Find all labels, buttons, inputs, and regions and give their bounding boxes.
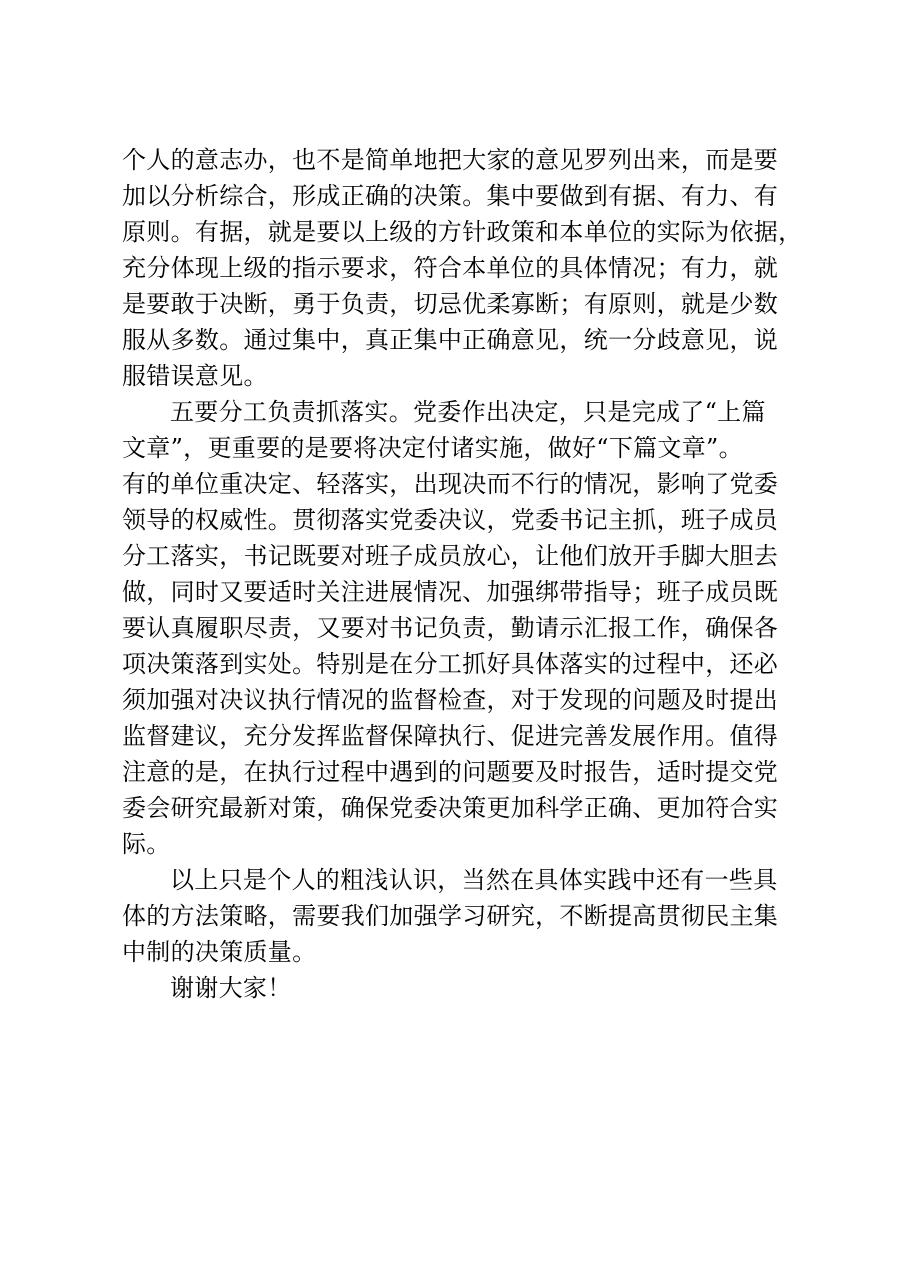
text-line: 做，同时又要适时关注进展情况、加强绑带指导；班子成员既 — [122, 578, 779, 606]
text-line: 际。 — [122, 830, 171, 858]
text-line: 监督建议，充分发挥监督保障执行、促进完善发展作用。值得 — [122, 722, 779, 750]
text-line: 个人的意志办，也不是简单地把大家的意见罗列出来，而是要 — [122, 146, 779, 174]
paragraph-first-line: 五要分工负责抓落实。党委作出决定，只是完成了“上篇 — [170, 398, 766, 426]
text-line: 注意的是，在执行过程中遇到的问题要及时报告，适时提交党 — [122, 758, 779, 786]
text-line: 服错误意见。 — [122, 362, 268, 390]
text-line: 中制的决策质量。 — [122, 938, 317, 966]
text-line: 体的方法策略，需要我们加强学习研究，不断提高贯彻民主集 — [122, 902, 779, 930]
text-line: 服从多数。通过集中，真正集中正确意见，统一分歧意见，说 — [122, 326, 779, 354]
closing-thanks: 谢谢大家！ — [170, 974, 292, 1002]
text-line: 项决策落到实处。特别是在分工抓好具体落实的过程中，还必 — [122, 650, 779, 678]
text-line: 有的单位重决定、轻落实，出现决而不行的情况，影响了党委 — [122, 470, 779, 498]
text-line: 是要敢于决断，勇于负责，切忌优柔寡断；有原则，就是少数 — [122, 290, 779, 318]
text-line: 原则。有据，就是要以上级的方针政策和本单位的实际为依据， — [122, 218, 803, 246]
text-line: 要认真履职尽责，又要对书记负责，勤请示汇报工作，确保各 — [122, 614, 779, 642]
text-line: 委会研究最新对策，确保党委决策更加科学正确、更加符合实 — [122, 794, 779, 822]
text-line: 须加强对决议执行情况的监督检查，对于发现的问题及时提出 — [122, 686, 779, 714]
text-line: 加以分析综合，形成正确的决策。集中要做到有据、有力、有 — [122, 182, 779, 210]
text-line: 文章”，更重要的是要将决定付诸实施，做好“下篇文章”。 — [122, 434, 743, 462]
paragraph-first-line: 以上只是个人的粗浅认识，当然在具体实践中还有一些具 — [170, 866, 778, 894]
body-text — [122, 142, 802, 1006]
text-line: 分工落实，书记既要对班子成员放心，让他们放开手脚大胆去 — [122, 542, 779, 570]
text-line: 充分体现上级的指示要求，符合本单位的具体情况；有力，就 — [122, 254, 779, 282]
text-line: 领导的权威性。贯彻落实党委决议，党委书记主抓，班子成员 — [122, 506, 779, 534]
